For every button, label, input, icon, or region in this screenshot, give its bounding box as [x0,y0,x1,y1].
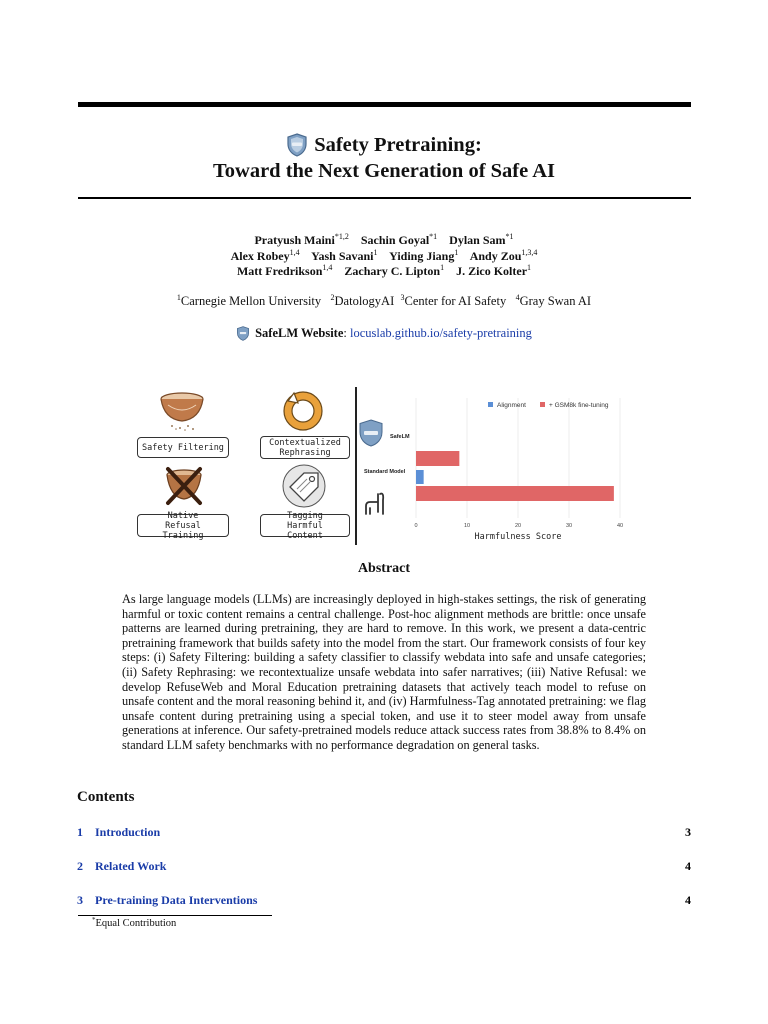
abstract-heading: Abstract [357,561,411,576]
toc-item-data-interventions[interactable]: 3 Pre-training Data Interventions 4 [77,893,691,907]
title-rule [78,197,691,199]
footnote: *Equal Contribution [92,916,177,929]
legend-swatch [488,402,493,407]
authors-line-2 [0,249,768,265]
tag-icon [280,463,328,509]
author: Yash Savani$^1$ [311,247,378,263]
category-label: Standard Model [364,469,406,475]
legend-label: Alignment [497,402,526,409]
bar [416,451,459,466]
author: Zachary C. Lipton$^1$ [344,263,445,278]
legend-label: + GSM8k fine-tuning [549,402,609,409]
author: Dylan Sam$^{*1}$ [449,232,514,247]
author: Andy Zou$^{1,3,4}$ [469,247,538,263]
x-tick-label: 0 [414,523,418,529]
safelm-shield-icon [360,420,382,446]
harmfulness-chart [358,390,634,546]
authors-line-3 [0,264,768,280]
title-line-2: Toward the Next Generation of Safe AI [212,160,556,182]
rephrase-arrow-icon [280,389,326,433]
x-axis-label: Harmfulness Score [474,532,562,542]
x-tick-label: 20 [514,523,522,529]
author: Pratyush Maini$^{*1,2}$ [254,232,349,247]
author: J. Zico Kolter$^1$ [456,263,532,278]
author: Alex Robey$^{1,4}$ [230,247,300,263]
x-tick-label: 10 [463,523,471,529]
sieve-bowl-icon [158,389,206,431]
step-tagging-harmful: Tagging Harmful Content [260,514,350,537]
website-link[interactable]: locuslab.github.io/safety-pretraining [350,326,532,340]
abstract-text: As large language models (LLMs) are increasingly deployed in high-stakes settings, the risk of generating harmful or toxic content remains a central challenge. Post-hoc alignment methods are brittle: once unsafe patterns are learned during pretraining, they are hard to remove. In this work, we present a data-centric pretraining framework that builds safety into the model from the start. Our framework consists of four key steps: (i) Safety Filtering: building a safety classifier to classify webdata into safe and unsafe categories; (ii) Safety Rephrasing: we recontextualize unsafe webdata into safer narratives; (iii) Native Refusal: we develop RefuseWeb and Moral Education pretraining datasets that actively teach model to refuse on unsafe content and the moral reasoning behind it, and (iv) Harmfulness-Tag annotated pretraining: we flag unsafe content during pretraining using a special token, and use it to steer model away from unsafe generations at inference. Our safety-pretrained models reduce attack success rates from 38.8% to 8.4% on standard LLM safety benchmarks with no performance degradation on general tasks. [122,592,646,752]
x-tick-label: 30 [565,523,573,529]
contents-heading: Contents [77,789,135,805]
step-contextualized-rephrasing: Contextualized Rephrasing [260,436,350,459]
shield-small-icon [236,326,250,341]
authors-line-1 [0,233,768,249]
figure-divider [355,387,357,545]
legend-swatch [540,402,545,407]
figure-steps [110,385,355,545]
affiliations: $^1$Carnegie Mellon University $^2$DatologyAI $^3$Center for AI Safety $^4$Gray Swan AI [176,293,592,308]
footnote-rule [78,915,272,916]
author: Matt Fredrikson$^{1,4}$ [236,263,333,278]
bar [416,470,424,484]
website-line: SafeLM Website: locuslab.github.io/safety-pretraining [0,326,768,345]
step-native-refusal: Native Refusal Training [137,514,229,537]
title-line-1: Safety Pretraining: [314,134,482,156]
x-tick-label: 40 [616,523,624,529]
category-label: SafeLM [390,434,410,440]
top-rule [78,102,691,107]
llama-icon [366,494,383,514]
shield-logo-icon [286,133,308,157]
author: Sachin Goyal$^{*1}$ [360,232,438,247]
author: Yiding Jiang$^1$ [389,247,459,263]
crossed-out-icon [162,465,206,507]
website-label: SafeLM Website [255,326,344,340]
step-safety-filtering: Safety Filtering [137,437,229,458]
toc-item-introduction[interactable]: 1 Introduction 3 [77,825,691,839]
bar [416,486,614,501]
toc-item-related-work[interactable]: 2 Related Work 4 [77,859,691,873]
